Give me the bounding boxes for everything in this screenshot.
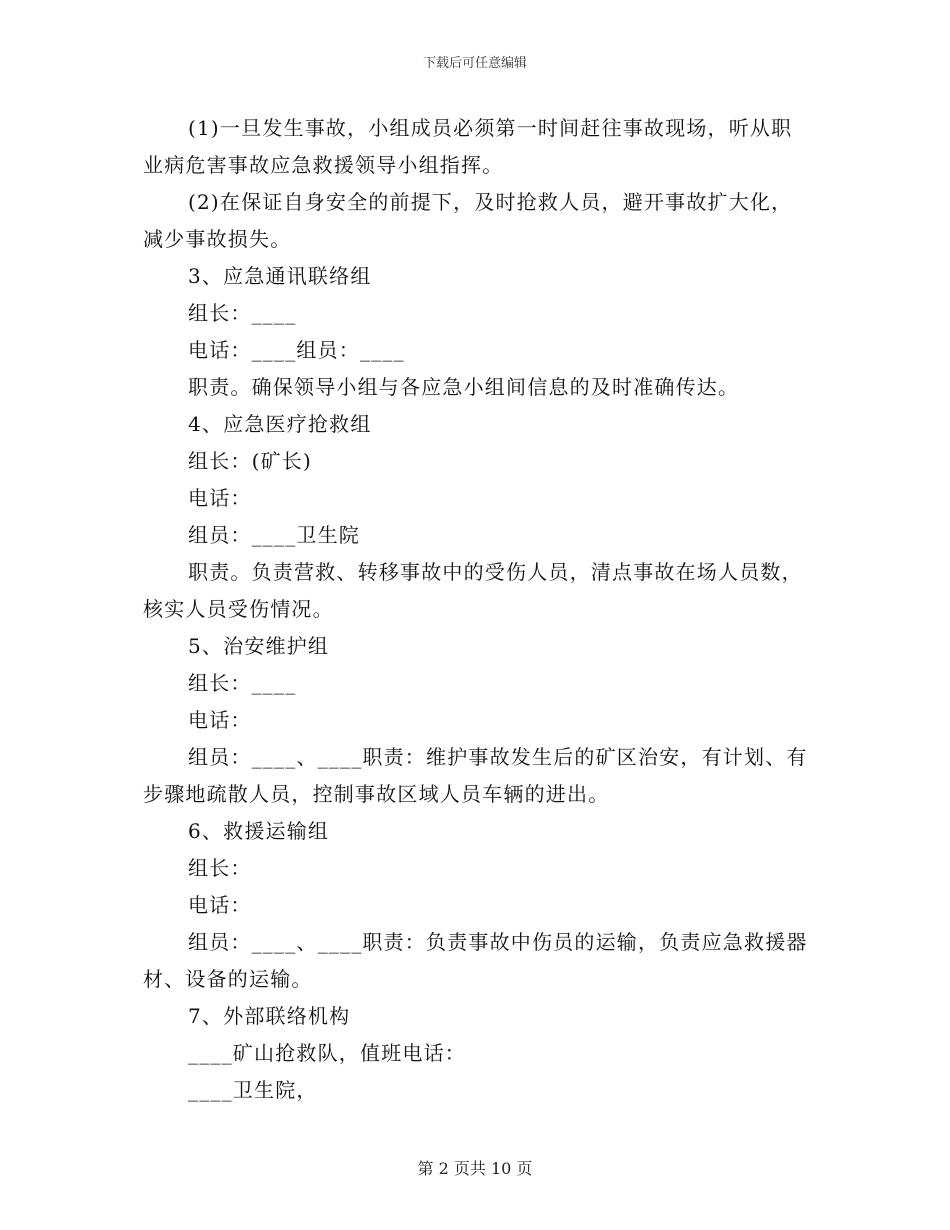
paragraph: 职责。确保领导小组与各应急小组间信息的及时准确传达。 xyxy=(188,375,740,399)
section-heading: 6、救援运输组 xyxy=(188,819,330,843)
paragraph: 组员：____、____职责：维护事故发生后的矿区治安，有计划、有步骤地疏散人员，控制事故区域人员车辆的进出。 xyxy=(143,745,808,806)
paragraph: ____卫生院， xyxy=(188,1078,318,1102)
paragraph: 电话： xyxy=(188,708,252,732)
section-heading: 3、应急通讯联络组 xyxy=(188,264,372,288)
paragraph: ____矿山抢救队，值班电话： xyxy=(188,1041,466,1065)
paragraph: 电话：____组员：____ xyxy=(188,338,405,362)
paragraph: 组长：(矿长) xyxy=(188,449,313,473)
section-heading: 7、外部联络机构 xyxy=(188,1004,351,1028)
paragraph: 组员：____、____职责：负责事故中伤员的运输，负责应急救援器材、设备的运输。 xyxy=(143,930,808,991)
paragraph: 电话： xyxy=(188,486,252,510)
paragraph: (2)在保证自身安全的前提下，及时抢救人员，避开事故扩大化，减少事故损失。 xyxy=(143,190,793,251)
page-footer: 第 2 页共 10 页 xyxy=(417,1159,533,1178)
document-body xyxy=(143,110,811,1109)
section-heading: 5、治安维护组 xyxy=(188,634,330,658)
paragraph: 组员：____卫生院 xyxy=(188,523,360,547)
paragraph: 电话： xyxy=(188,893,252,917)
paragraph: (1)一旦发生事故，小组成员必须第一时间赶往事故现场，听从职业病危害事故应急救援领导小组指挥。 xyxy=(143,116,793,177)
paragraph: 组长：____ xyxy=(188,301,297,325)
paragraph: 职责。负责营救、转移事故中的受伤人员，清点事故在场人员数，核实人员受伤情况。 xyxy=(143,560,803,621)
paragraph: 组长：____ xyxy=(188,671,297,695)
paragraph: 组长： xyxy=(188,856,252,880)
section-heading: 4、应急医疗抢救组 xyxy=(188,412,372,436)
page-header: 下载后可任意编辑 xyxy=(422,56,527,71)
